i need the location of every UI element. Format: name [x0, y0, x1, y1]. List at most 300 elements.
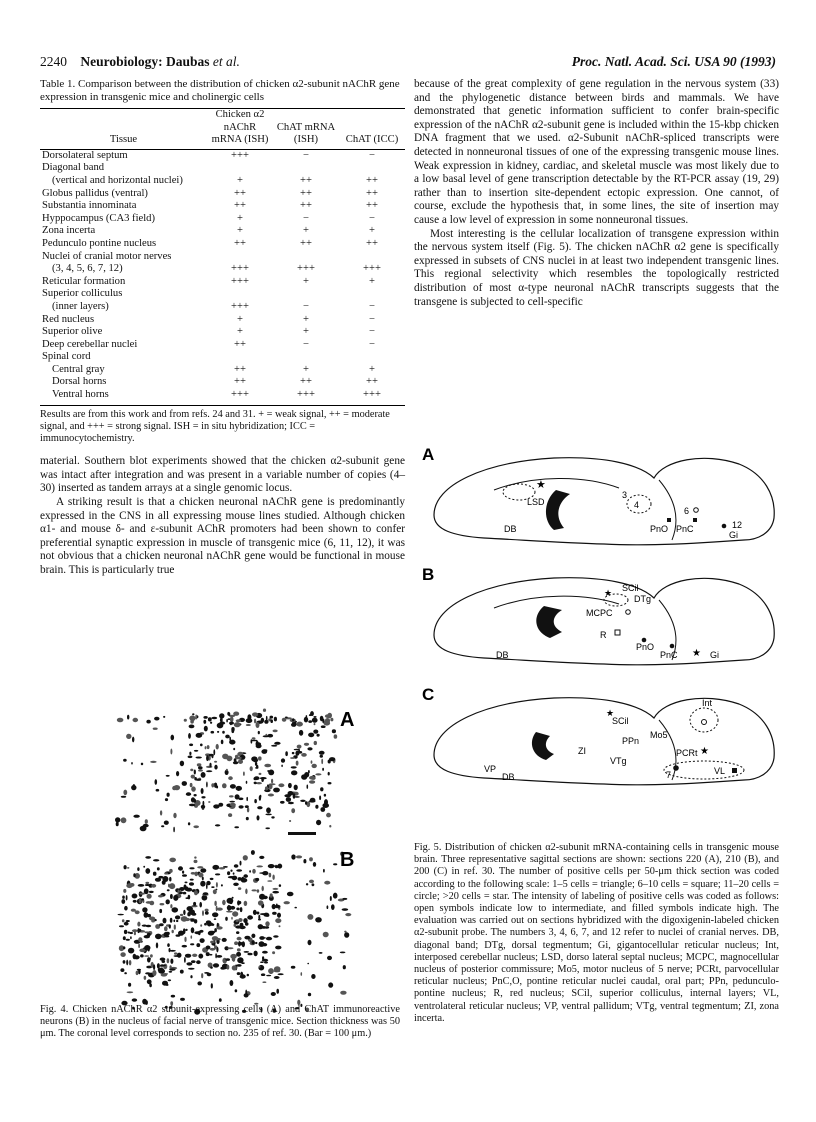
- section-author: Neurobiology: Daubas: [80, 54, 210, 69]
- stain-dot: [257, 889, 260, 893]
- stain-dot: [268, 794, 274, 797]
- stain-dot: [162, 880, 166, 885]
- stain-dot: [258, 731, 260, 734]
- stain-dot: [324, 881, 330, 885]
- stain-dot: [156, 789, 160, 792]
- stain-dot: [157, 963, 160, 969]
- stain-dot: [206, 755, 209, 761]
- stain-dot: [275, 865, 278, 868]
- stain-dot: [214, 918, 216, 920]
- label-3: 3: [622, 490, 628, 500]
- stain-dot: [227, 871, 230, 875]
- stain-dot: [214, 928, 217, 932]
- stain-dot: [163, 973, 168, 975]
- stain-dot: [270, 893, 273, 897]
- stain-dot: [178, 866, 183, 870]
- stain-dot: [126, 939, 130, 941]
- chicken-mrna-cell: +++: [231, 275, 249, 287]
- stain-dot: [286, 797, 291, 802]
- stain-dot: [202, 910, 204, 916]
- stain-dot: [309, 780, 315, 783]
- star-symbol: ★: [536, 479, 546, 491]
- tissue-cell: (3, 4, 5, 6, 7, 12): [52, 263, 123, 275]
- stain-dot: [215, 824, 220, 826]
- stain-dot: [332, 729, 336, 733]
- stain-dot: [165, 798, 168, 801]
- label-mo5: Mo5: [650, 730, 668, 740]
- stain-dot: [124, 972, 127, 974]
- stain-dot: [176, 934, 181, 936]
- stain-dot: [265, 786, 268, 790]
- stain-dot: [141, 763, 143, 766]
- table-row: [40, 263, 405, 276]
- col-header-chat-icc: ChAT (ICC): [339, 109, 405, 150]
- stain-dot: [183, 910, 185, 915]
- chat-icc-cell: −: [369, 326, 375, 338]
- stain-dot: [233, 748, 235, 751]
- label-vp: VP: [484, 764, 497, 774]
- stain-dot: [196, 960, 201, 964]
- stain-dot: [126, 895, 128, 900]
- stain-dot: [315, 805, 318, 809]
- chat-mrna-cell: ++: [300, 237, 312, 249]
- stain-dot: [308, 993, 311, 997]
- stain-dot: [191, 775, 195, 779]
- square-symbol: [693, 518, 697, 522]
- stain-dot: [266, 937, 272, 941]
- stain-dot: [263, 749, 268, 751]
- stain-dot: [340, 991, 346, 995]
- table-row: [40, 314, 405, 327]
- stain-dot: [300, 800, 305, 802]
- chicken-mrna-cell: ++: [234, 200, 246, 212]
- stain-dot: [244, 993, 249, 997]
- stain-dot: [323, 869, 325, 873]
- stain-dot: [131, 785, 136, 790]
- circle-symbol: [722, 524, 727, 529]
- stain-dot: [253, 758, 258, 762]
- stain-dot: [129, 932, 133, 934]
- stain-dot: [172, 786, 176, 790]
- stain-dot: [260, 961, 264, 963]
- figure-5-drawing: [414, 440, 779, 810]
- stain-dot: [225, 917, 228, 921]
- stain-dot: [301, 753, 307, 757]
- stain-dot: [246, 718, 253, 723]
- tissue-cell: (inner layers): [52, 300, 109, 312]
- chat-mrna-cell: +: [303, 275, 309, 287]
- stain-dot: [137, 867, 139, 871]
- stain-dot: [205, 746, 207, 749]
- table-row: [40, 238, 405, 251]
- chat-mrna-cell: +: [303, 225, 309, 237]
- stain-dot: [260, 913, 267, 915]
- stain-dot: [231, 728, 234, 733]
- stain-dot: [124, 930, 127, 934]
- stain-dot: [212, 936, 218, 941]
- stain-dot: [275, 918, 281, 923]
- panel-label-b: B: [340, 849, 355, 871]
- stain-dot: [202, 895, 208, 901]
- table-row: [40, 149, 405, 162]
- chicken-mrna-cell: ++: [234, 237, 246, 249]
- stain-dot: [319, 952, 323, 954]
- stain-dot: [142, 907, 147, 912]
- circle-symbol: [626, 610, 631, 615]
- stain-dot: [217, 908, 223, 911]
- stain-dot: [186, 792, 191, 796]
- label-int: Int: [702, 698, 713, 708]
- stain-dot: [289, 820, 291, 822]
- paragraph: because of the great complexity of gene regulation in the nervous system (33) and the phylogenetic distance between birds and mammals. We have demonstrated that genetic information sufficient to confer brain-specific expression of the nAChR α2-subunit gene is included within the 15-kbp chicken DNA fragment that we used. α2-Subunit nAChR-spliced transcripts were detected in nonneuronal tissues of one of the expressing transgenic mouse lines. Weak expression in kidney, cardiac, and skeletal muscle was most likely due to a low basal level of gene transcription detectable by the RT-PCR assay (19, 29) rather than to insertion site-dependent ectopic expression. One cannot, of course, exclude the hypothesis that, in some lines, the site of insertion may cause a low level of expression in some nonneuronal tissues.: [414, 78, 779, 226]
- stain-dot: [221, 740, 224, 745]
- stain-dot: [214, 945, 217, 949]
- tissue-cell: Pedunculo pontine nucleus: [42, 237, 157, 249]
- stain-dot: [220, 718, 223, 722]
- stain-dot: [162, 960, 166, 963]
- figure-4-micrographs: [40, 702, 390, 1024]
- tissue-cell: (vertical and horizontal nuclei): [52, 174, 183, 186]
- stain-dot: [150, 761, 157, 763]
- figure-4: [40, 702, 390, 1032]
- stain-dot: [215, 873, 220, 875]
- label-mcpc: MCPC: [586, 608, 613, 618]
- stain-dot: [299, 730, 303, 736]
- stain-dot: [180, 761, 184, 767]
- label-db: DB: [496, 650, 509, 660]
- chat-icc-cell: ++: [366, 237, 378, 249]
- stain-dot: [262, 886, 264, 891]
- stain-dot: [307, 963, 309, 965]
- stain-dot: [310, 711, 314, 716]
- stain-dot: [201, 772, 206, 778]
- corpus-callosum: [494, 596, 619, 608]
- stain-dot: [236, 719, 241, 722]
- chicken-mrna-cell: +++: [207, 389, 273, 405]
- stain-dot: [130, 936, 132, 939]
- stain-dot: [190, 879, 194, 881]
- stain-dot: [126, 960, 128, 966]
- table-row: [40, 364, 405, 377]
- label-vtg: VTg: [610, 756, 627, 766]
- stain-dot: [128, 948, 134, 954]
- stain-dot: [323, 932, 329, 938]
- stain-dot: [210, 941, 215, 944]
- stain-dot: [145, 882, 149, 884]
- stain-dot: [158, 876, 163, 879]
- stain-dot: [172, 907, 179, 912]
- stain-dot: [194, 890, 198, 895]
- stain-dot: [314, 723, 316, 725]
- chat-icc-cell: [339, 351, 405, 364]
- stain-dot: [244, 901, 248, 906]
- stain-dot: [189, 725, 195, 729]
- stain-dot: [151, 919, 155, 922]
- stain-dot: [145, 884, 150, 886]
- chat-icc-cell: +++: [363, 263, 381, 275]
- stain-dot: [206, 782, 208, 788]
- stain-dot: [194, 860, 198, 863]
- stain-dot: [144, 955, 149, 957]
- stain-dot: [262, 959, 268, 962]
- table-row: [40, 175, 405, 188]
- stain-dot: [264, 962, 268, 964]
- stain-dot: [230, 784, 236, 789]
- label-gi: Gi: [710, 650, 719, 660]
- stain-dot: [307, 785, 309, 789]
- stain-dot: [120, 968, 124, 972]
- stain-dot: [188, 733, 191, 739]
- stain-dot: [127, 991, 134, 993]
- stain-dot: [206, 881, 210, 885]
- stain-dot: [199, 902, 202, 908]
- stain-dot: [266, 975, 271, 977]
- stain-dot: [236, 931, 239, 934]
- stain-dot: [198, 931, 201, 935]
- stain-dot: [124, 865, 127, 869]
- label-dtg: DTg: [634, 594, 652, 604]
- stain-dot: [238, 759, 243, 764]
- stain-dot: [326, 813, 331, 818]
- chicken-mrna-cell: ++: [234, 187, 246, 199]
- stain-dot: [328, 760, 331, 764]
- chat-mrna-cell: +: [303, 363, 309, 375]
- panel-label-b: B: [422, 565, 435, 584]
- stain-dot: [123, 946, 125, 949]
- label-pcrt: PCRt: [676, 748, 698, 758]
- stain-dot: [244, 951, 249, 953]
- stain-dot: [229, 795, 234, 797]
- chat-icc-cell: +: [369, 275, 375, 287]
- stain-dot: [216, 926, 222, 929]
- stain-dot: [133, 718, 139, 722]
- stain-dot: [324, 794, 326, 797]
- table-row: [40, 326, 405, 339]
- stain-dot: [209, 754, 214, 757]
- stain-dot: [229, 737, 231, 741]
- stain-dot: [145, 856, 151, 859]
- micrograph-a: [115, 709, 337, 833]
- stain-dot: [258, 924, 264, 929]
- stain-dot: [265, 734, 267, 736]
- stain-dot: [262, 951, 268, 954]
- stain-dot: [344, 932, 349, 938]
- stain-dot: [320, 787, 323, 791]
- circle-symbol: [642, 638, 647, 643]
- table-row: [40, 162, 405, 175]
- stain-dot: [153, 859, 159, 861]
- stain-dot: [315, 773, 321, 775]
- stain-dot: [118, 914, 124, 916]
- stain-dot: [166, 899, 170, 904]
- stain-dot: [265, 814, 271, 816]
- chat-mrna-cell: [273, 162, 339, 175]
- stain-dot: [246, 781, 248, 784]
- chat-mrna-cell: −: [303, 149, 309, 161]
- stain-dot: [245, 805, 249, 808]
- section-b: [422, 565, 774, 665]
- stain-dot: [222, 783, 227, 788]
- stain-dot: [270, 716, 274, 719]
- stain-dot: [237, 900, 240, 905]
- stain-dot: [197, 981, 202, 985]
- stain-dot: [253, 910, 257, 915]
- stain-dot: [206, 946, 211, 950]
- stain-dot: [183, 928, 186, 934]
- stain-dot: [235, 757, 242, 760]
- stain-dot: [222, 754, 228, 760]
- stain-dot: [275, 946, 281, 950]
- table-row: [40, 251, 405, 264]
- chicken-mrna-cell: ++: [234, 376, 246, 388]
- chat-icc-cell: −: [369, 149, 375, 161]
- page-number: 2240: [40, 54, 67, 69]
- table-row: [40, 339, 405, 352]
- stain-dot: [194, 794, 197, 796]
- stain-dot: [205, 909, 209, 912]
- stain-dot: [225, 735, 230, 739]
- stain-dot: [169, 924, 171, 928]
- stain-dot: [154, 717, 159, 721]
- stain-dot: [264, 764, 271, 768]
- stain-dot: [191, 935, 193, 938]
- stain-dot: [137, 922, 140, 927]
- stain-dot: [272, 888, 278, 890]
- stain-dot: [206, 770, 212, 772]
- stain-dot: [327, 956, 332, 960]
- stain-dot: [313, 716, 316, 718]
- stain-dot: [261, 973, 265, 976]
- left-column: [40, 78, 405, 578]
- ventricle: [546, 490, 570, 530]
- star-symbol: ★: [692, 648, 701, 659]
- chat-icc-cell: [339, 251, 405, 264]
- stain-dot: [198, 769, 203, 771]
- table-row: [40, 351, 405, 364]
- stain-dot: [230, 716, 234, 722]
- stain-dot: [228, 813, 232, 817]
- stain-dot: [237, 937, 242, 941]
- stain-dot: [291, 808, 295, 813]
- stain-dot: [160, 903, 165, 905]
- stain-dot: [256, 741, 259, 746]
- table-row: [40, 389, 405, 405]
- stain-dot: [188, 968, 195, 970]
- stain-dot: [219, 867, 225, 869]
- stain-dot: [290, 757, 295, 759]
- stain-dot: [131, 909, 136, 912]
- stain-dot: [124, 922, 129, 926]
- stain-dot: [169, 969, 176, 971]
- stain-dot: [176, 771, 179, 776]
- label-zi: ZI: [578, 746, 586, 756]
- stain-dot: [291, 966, 296, 969]
- stain-dot: [212, 865, 219, 870]
- label-r: R: [600, 630, 607, 640]
- chicken-mrna-cell: [207, 251, 273, 264]
- stain-dot: [308, 720, 312, 723]
- ventricle: [532, 732, 554, 760]
- stain-dot: [124, 906, 128, 911]
- chat-icc-cell: +: [369, 225, 375, 237]
- stain-dot: [324, 721, 331, 726]
- stain-dot: [294, 907, 297, 909]
- stain-dot: [285, 717, 288, 719]
- stain-dot: [232, 911, 238, 916]
- star-symbol: ★: [604, 588, 613, 598]
- label-6: 6: [684, 506, 690, 516]
- stain-dot: [132, 894, 138, 899]
- stain-dot: [168, 979, 171, 981]
- stain-dot: [184, 719, 187, 722]
- stain-dot: [174, 952, 177, 954]
- table-row: [40, 225, 405, 238]
- stain-dot: [246, 817, 249, 820]
- stain-dot: [168, 884, 170, 888]
- stain-dot: [169, 883, 175, 889]
- chat-mrna-cell: [273, 351, 339, 364]
- stain-dot: [307, 914, 313, 920]
- stain-dot: [201, 796, 205, 798]
- stain-dot: [312, 764, 317, 768]
- stain-dot: [150, 954, 153, 957]
- stain-dot: [164, 926, 168, 931]
- stain-dot: [259, 941, 265, 947]
- stain-dot: [262, 981, 266, 983]
- stain-dot: [211, 717, 217, 719]
- stain-dot: [126, 920, 130, 922]
- stain-dot: [281, 765, 283, 768]
- running-header-left: [40, 54, 240, 70]
- stain-dot: [192, 713, 194, 715]
- stain-dot: [328, 982, 333, 987]
- chat-mrna-cell: −: [303, 300, 309, 312]
- stain-dot: [254, 799, 257, 803]
- stain-dot: [342, 898, 347, 900]
- stain-dot: [247, 974, 249, 977]
- stain-dot: [237, 964, 242, 967]
- section-c: [422, 685, 774, 785]
- stain-dot: [200, 868, 206, 873]
- stain-dot: [208, 801, 210, 803]
- stain-dot: [222, 900, 226, 905]
- stain-dot: [267, 770, 269, 772]
- stain-dot: [312, 718, 318, 723]
- tissue-cell: Superior colliculus: [42, 288, 123, 300]
- tissue-cell: Zona incerta: [42, 225, 96, 237]
- stain-dot: [268, 968, 274, 974]
- stain-dot: [263, 709, 266, 712]
- stain-dot: [309, 776, 315, 780]
- stain-dot: [212, 912, 218, 917]
- table-row: [40, 301, 405, 314]
- stain-dot: [206, 766, 213, 768]
- stain-dot: [288, 783, 292, 788]
- chat-mrna-cell: +: [303, 313, 309, 325]
- stain-dot: [167, 958, 170, 963]
- stain-dot: [233, 761, 238, 764]
- stain-dot: [160, 810, 162, 815]
- stain-dot: [252, 889, 257, 891]
- stain-dot: [203, 716, 207, 719]
- stain-dot: [169, 948, 171, 952]
- stain-dot: [237, 957, 243, 963]
- stain-dot: [177, 953, 182, 958]
- stain-dot: [285, 751, 288, 756]
- stain-dot: [130, 883, 135, 887]
- stain-dot: [214, 761, 217, 763]
- label-12: 12: [732, 520, 743, 530]
